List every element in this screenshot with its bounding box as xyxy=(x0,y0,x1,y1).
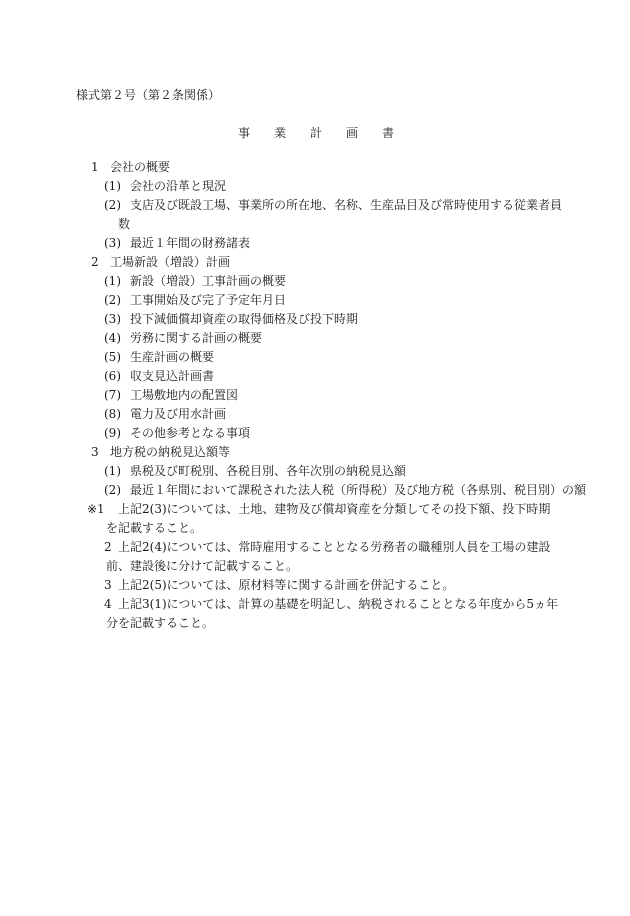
item-number: (8) xyxy=(104,407,121,421)
list-item xyxy=(0,310,630,329)
item-text: 最近１年間において課税された法人税（所得税）及び地方税（各県別、税目別）の額 xyxy=(130,483,587,497)
note-text: 上記2(4)については、常時雇用することとなる労務者の職種別人員を工場の建設 xyxy=(118,540,551,554)
item-text: 生産計画の概要 xyxy=(130,350,215,364)
section-number: 3 xyxy=(91,445,99,459)
document-title xyxy=(238,124,418,141)
section-heading xyxy=(0,158,630,177)
document-body xyxy=(0,158,630,633)
note-number: ※1 xyxy=(87,502,105,516)
note-item xyxy=(0,500,630,519)
section-label: 会社の概要 xyxy=(110,160,171,174)
note-continuation xyxy=(0,519,630,538)
item-text: 電力及び用水計画 xyxy=(130,407,227,421)
title-char: 書 xyxy=(382,126,395,140)
item-number: (6) xyxy=(104,369,121,383)
section-number: 1 xyxy=(91,160,99,174)
note-continuation xyxy=(0,557,630,576)
list-item-continuation xyxy=(0,215,630,234)
list-item xyxy=(0,177,630,196)
list-item xyxy=(0,329,630,348)
note-item xyxy=(0,538,630,557)
note-number: 4 xyxy=(104,597,112,611)
note-item xyxy=(0,595,630,614)
item-number: (3) xyxy=(104,312,121,326)
item-text: 労務に関する計画の概要 xyxy=(130,331,263,345)
item-text-cont: 数 xyxy=(118,217,131,231)
list-item xyxy=(0,234,630,253)
title-char: 業 xyxy=(274,126,287,140)
item-text: 新設（増設）工事計画の概要 xyxy=(130,274,287,288)
list-item xyxy=(0,481,630,500)
item-number: (1) xyxy=(104,274,121,288)
list-item xyxy=(0,272,630,291)
item-text: 収支見込計画書 xyxy=(130,369,215,383)
note-item xyxy=(0,576,630,595)
note-text-cont: 前、建設後に分けて記載すること。 xyxy=(106,559,299,573)
item-number: (1) xyxy=(104,464,121,478)
form-number: 様式第２号（第２条関係） xyxy=(76,88,221,102)
list-item xyxy=(0,405,630,424)
list-item xyxy=(0,386,630,405)
item-number: (7) xyxy=(104,388,121,402)
item-number: (2) xyxy=(104,293,121,307)
item-text: 県税及び町税別、各税目別、各年次別の納税見込額 xyxy=(130,464,407,478)
note-text: 上記2(5)については、原材料等に関する計画を併記すること。 xyxy=(118,578,455,592)
note-continuation xyxy=(0,614,630,633)
item-number: (4) xyxy=(104,331,121,345)
section-number: 2 xyxy=(91,255,99,269)
item-number: (1) xyxy=(104,179,121,193)
section-label: 地方税の納税見込額等 xyxy=(110,445,231,459)
section-heading xyxy=(0,443,630,462)
item-text: 最近１年間の財務諸表 xyxy=(130,236,251,250)
note-number: 3 xyxy=(104,578,112,592)
title-char: 事 xyxy=(238,126,251,140)
note-text-cont: 分を記載すること。 xyxy=(106,616,215,630)
item-text: 工場敷地内の配置図 xyxy=(130,388,239,402)
section-heading xyxy=(0,253,630,272)
item-number: (3) xyxy=(104,236,121,250)
list-item xyxy=(0,348,630,367)
item-text: その他参考となる事項 xyxy=(130,426,251,440)
item-text: 工事開始及び完了予定年月日 xyxy=(130,293,287,307)
list-item xyxy=(0,424,630,443)
item-number: (2) xyxy=(104,198,121,212)
item-text: 投下減価償却資産の取得価格及び投下時期 xyxy=(130,312,359,326)
item-number: (2) xyxy=(104,483,121,497)
item-number: (5) xyxy=(104,350,121,364)
list-item xyxy=(0,367,630,386)
note-text-cont: を記載すること。 xyxy=(106,521,203,535)
list-item xyxy=(0,291,630,310)
section-label: 工場新設（増設）計画 xyxy=(110,255,231,269)
title-char: 画 xyxy=(346,126,359,140)
list-item xyxy=(0,462,630,481)
note-number: 2 xyxy=(104,540,112,554)
title-char: 計 xyxy=(310,126,323,140)
list-item xyxy=(0,196,630,215)
note-text: 上記2(3)については、土地、建物及び償却資産を分類してその投下額、投下時期 xyxy=(118,502,551,516)
item-text: 会社の沿革と現況 xyxy=(130,179,227,193)
item-number: (9) xyxy=(104,426,121,440)
item-text: 支店及び既設工場、事業所の所在地、名称、生産品目及び常時使用する従業者員 xyxy=(130,198,563,212)
note-text: 上記3(1)については、計算の基礎を明記し、納税されることとなる年度から5ヵ年 xyxy=(118,597,559,611)
